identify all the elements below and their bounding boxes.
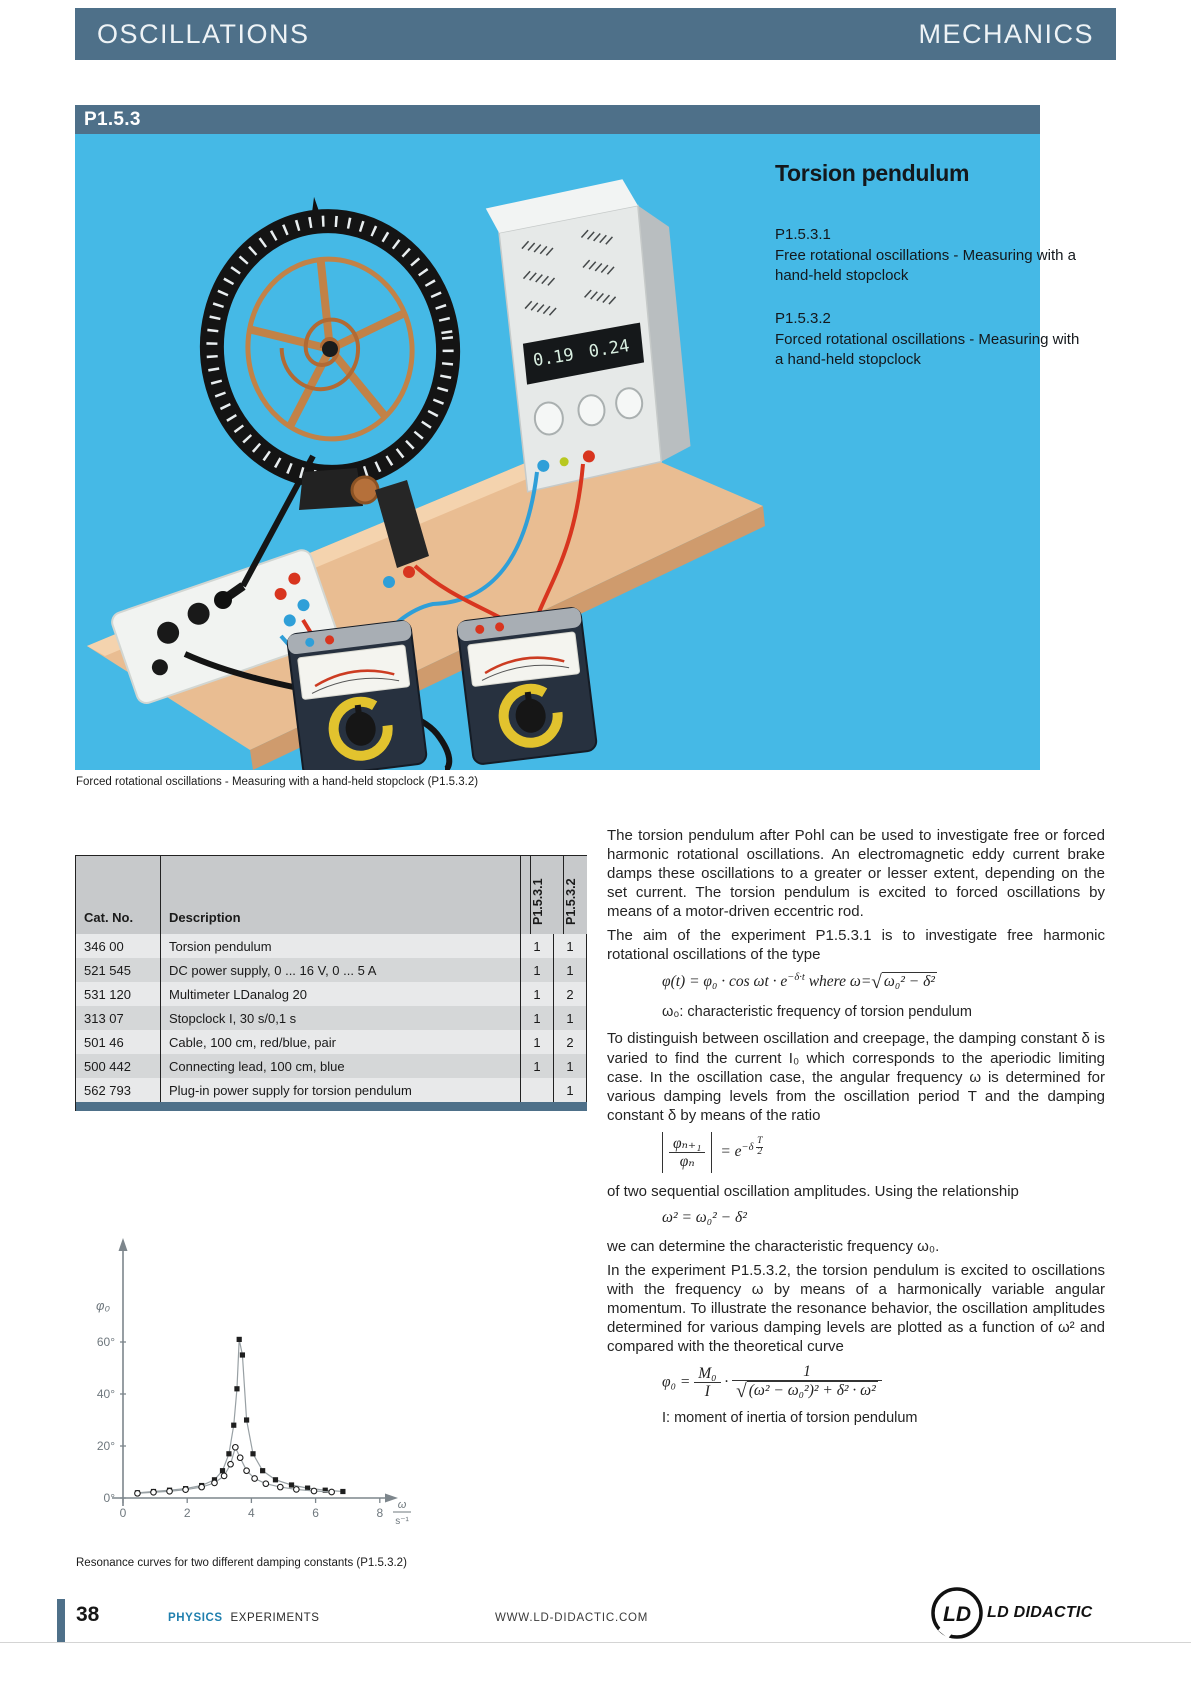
paragraph: we can determine the characteristic frequency ω₀. <box>607 1237 940 1255</box>
data-point <box>231 1423 236 1428</box>
top-bar <box>75 8 1116 60</box>
y-tick-label: 0° <box>103 1491 115 1505</box>
chapter-label: OSCILLATIONS <box>97 18 310 49</box>
section-code-bar <box>75 105 1040 134</box>
data-point <box>233 1445 239 1451</box>
table-row <box>76 1006 587 1030</box>
experiment-code: P1.5.3.2 <box>775 310 831 328</box>
table-row <box>76 982 587 1006</box>
table-row <box>76 1054 587 1078</box>
paragraph: The aim of the experiment P1.5.3.1 is to investigate free harmonic rotational oscillations of the type <box>607 927 1105 964</box>
column-header-p1531: P1.5.3.1 <box>530 856 554 934</box>
formula-resonance-curve: φ₀ = $\frac{\text{M₀}}{I}$ · $\frac{1}{\text{√ (ω² − ω₀²)² + δ² · ω²}}$ <box>662 1363 1105 1402</box>
y-axis-label: φ₀ <box>96 1298 110 1313</box>
data-point <box>135 1491 141 1497</box>
table-cell: 1 <box>521 1006 554 1030</box>
footer-brand <box>168 1612 320 1624</box>
data-point <box>228 1461 234 1467</box>
table-cell: Multimeter LDanalog 20 <box>161 982 521 1006</box>
table-cell: DC power supply, 0 ... 16 V, 0 ... 5 A <box>161 958 521 982</box>
table-row <box>76 958 587 982</box>
experiment-item-1 <box>775 225 1090 287</box>
table-cell: Cable, 100 cm, red/blue, pair <box>161 1030 521 1054</box>
data-point <box>263 1481 269 1487</box>
page-number: 38 <box>76 1603 100 1626</box>
table-cell: 346 00 <box>76 934 161 958</box>
table-cell: Stopclock I, 30 s/0,1 s <box>161 1006 521 1030</box>
data-point <box>260 1468 265 1473</box>
y-axis-arrow <box>119 1238 128 1251</box>
footer-accent-bar <box>57 1599 65 1642</box>
table-row <box>76 934 587 958</box>
table-cell: 1 <box>554 1078 587 1102</box>
experiment-title-block <box>775 160 1090 393</box>
x-tick-label: 4 <box>248 1506 255 1520</box>
data-point <box>151 1489 157 1495</box>
table-row <box>76 1078 587 1102</box>
data-point <box>244 1468 250 1474</box>
table-cell: 2 <box>554 1030 587 1054</box>
table-cell: 1 <box>521 1030 554 1054</box>
parts-table <box>75 855 587 1111</box>
x-tick-label: 6 <box>312 1506 319 1520</box>
footer-brand-physics: PHYSICS <box>168 1612 223 1624</box>
x-tick-label: 2 <box>183 1506 191 1520</box>
paragraph: The torsion pendulum after Pohl can be used to investigate free or forced harmonic rotational oscillations. An electromagnetic eddy current brake damps these oscillations to a greater or lesser extent, depending on the set current. The torsion pendulum is excited to forced oscillations by means of a motor-driven eccentric rod. <box>607 827 1105 921</box>
y-tick-label: 40° <box>96 1387 115 1401</box>
data-point <box>226 1451 231 1456</box>
data-point <box>234 1386 239 1391</box>
display-voltage-value: 0.19 <box>531 344 576 372</box>
x-tick-label: 0 <box>119 1506 127 1520</box>
table-cell: 2 <box>554 982 587 1006</box>
resonance-chart <box>72 1198 422 1548</box>
data-point <box>183 1487 189 1493</box>
table-cell: 521 545 <box>76 958 161 982</box>
data-point <box>273 1477 278 1482</box>
supply-knob <box>615 388 643 419</box>
resonance-chart-svg <box>72 1198 422 1548</box>
formula-note: I: moment of inertia of torsion pendulum <box>662 1410 918 1427</box>
page-title: Torsion pendulum <box>775 160 970 186</box>
paragraph: To distinguish between oscillation and creepage, the damping constant δ is varied to find the current I₀ which corresponds to the aperiodic limiting case. In the oscillation case, the angular frequency ω is determined for various damping levels from the oscillation period T and the damping constant δ by means of the ratio <box>607 1030 1105 1124</box>
table-cell: 1 <box>554 1054 587 1078</box>
data-point <box>289 1482 294 1487</box>
paragraph: In the experiment P1.5.3.2, the torsion pendulum is excited to oscillations with the frequency ω by means of a harmonically variable angular momentum. To illustrate the resonance behavior, the oscillation amplitudes determined for various damping levels are plotted as a function of ω² and compared with the theoretical curve <box>607 1261 1105 1355</box>
supply-knob <box>534 402 564 435</box>
table-cell: 1 <box>554 958 587 982</box>
section-code: P1.5.3 <box>84 109 141 130</box>
table-cell: 1 <box>521 958 554 982</box>
x-axis-arrow <box>385 1494 398 1503</box>
data-point <box>167 1488 173 1494</box>
footer-url: WWW.LD-DIDACTIC.COM <box>495 1612 649 1624</box>
data-point <box>237 1455 243 1461</box>
formula-oscillation-type: $\varphi(t) = \varphi_0 \cdot \cos \omega t \cdot e^{-\delta\cdot t}$ where ω=√ ω₀² − δ² <box>662 972 935 994</box>
data-point <box>340 1489 345 1494</box>
experiment-description: Free rotational oscillations - Measuring with a hand-held stopclock <box>775 246 1076 285</box>
table-cell: 1 <box>521 1054 554 1078</box>
paragraph: of two sequential oscillation amplitudes. Using the relationship <box>607 1182 1019 1200</box>
column-header-description: Description <box>161 856 521 934</box>
supply-knob <box>578 395 606 426</box>
ld-logo-mark: LD <box>943 1603 971 1626</box>
section-label: MECHANICS <box>918 18 1094 49</box>
article-text <box>607 826 1105 1436</box>
table-cell: 500 442 <box>76 1054 161 1078</box>
data-point <box>220 1468 225 1473</box>
parts-table-footer-bar <box>76 1102 587 1111</box>
y-tick-label: 60° <box>96 1335 115 1349</box>
chart-caption: Resonance curves for two different damping constants (P1.5.3.2) <box>76 1557 407 1569</box>
y-tick-label: 20° <box>96 1439 115 1453</box>
company-logo <box>928 1584 1093 1642</box>
table-cell: 1 <box>554 1006 587 1030</box>
data-point <box>240 1352 245 1357</box>
table-cell: 562 793 <box>76 1078 161 1102</box>
data-point <box>311 1488 317 1494</box>
experiment-photo <box>75 134 1080 770</box>
ld-logo-text: LD DIDACTIC <box>987 1604 1093 1621</box>
formula-note: ω₀: characteristic frequency of torsion pendulum <box>662 1004 972 1021</box>
formula-omega-relationship: ω² = ω₀² − δ² <box>662 1208 747 1226</box>
x-axis-label-numerator: ω <box>397 1499 407 1511</box>
data-point <box>237 1337 242 1342</box>
data-point <box>329 1489 335 1495</box>
series-curve-1 <box>137 1339 342 1492</box>
table-cell: Torsion pendulum <box>161 934 521 958</box>
data-point <box>252 1476 258 1482</box>
parts-table-header <box>76 856 587 934</box>
data-point <box>212 1480 218 1486</box>
footer-brand-experiments: EXPERIMENTS <box>230 1612 320 1624</box>
table-cell: Plug-in power supply for torsion pendulum <box>161 1078 521 1102</box>
table-cell: 501 46 <box>76 1030 161 1054</box>
display-current-value: 0.24 <box>587 336 631 363</box>
x-tick-label: 8 <box>376 1506 384 1520</box>
photo-caption: Forced rotational oscillations - Measuring with a hand-held stopclock (P1.5.3.2) <box>76 776 479 788</box>
table-cell: Connecting lead, 100 cm, blue <box>161 1054 521 1078</box>
data-point <box>277 1484 283 1490</box>
experiment-description: Forced rotational oscillations - Measuring with a hand-held stopclock <box>775 330 1080 369</box>
table-cell: 313 07 <box>76 1006 161 1030</box>
table-cell: 1 <box>521 934 554 958</box>
table-cell <box>521 1078 554 1102</box>
table-cell: 1 <box>554 934 587 958</box>
data-point <box>244 1417 249 1422</box>
data-point <box>250 1451 255 1456</box>
formula-amplitude-ratio: $\frac{\text{φₙ₊₁}}{\text{φₙ}}$ = $e^{-\delta \frac{T}{2}}$ <box>662 1132 1105 1173</box>
data-point <box>199 1484 205 1490</box>
footer-rule <box>0 1642 1191 1643</box>
column-header-p1532: P1.5.3.2 <box>563 856 587 934</box>
data-point <box>294 1487 300 1493</box>
parts-table-rows <box>76 934 587 1102</box>
column-header-catno: Cat. No. <box>76 856 161 934</box>
x-axis-label-denominator: s⁻¹ <box>395 1516 409 1527</box>
multimeter-right <box>457 607 598 765</box>
table-cell: 1 <box>521 982 554 1006</box>
experiment-item-2 <box>775 309 1090 371</box>
ld-logo-icon <box>928 1584 986 1642</box>
series-curve-2 <box>137 1447 331 1493</box>
table-row <box>76 1030 587 1054</box>
multimeter-left <box>287 620 428 770</box>
experiment-code: P1.5.3.1 <box>775 226 831 243</box>
data-point <box>221 1473 227 1479</box>
table-cell: 531 120 <box>76 982 161 1006</box>
